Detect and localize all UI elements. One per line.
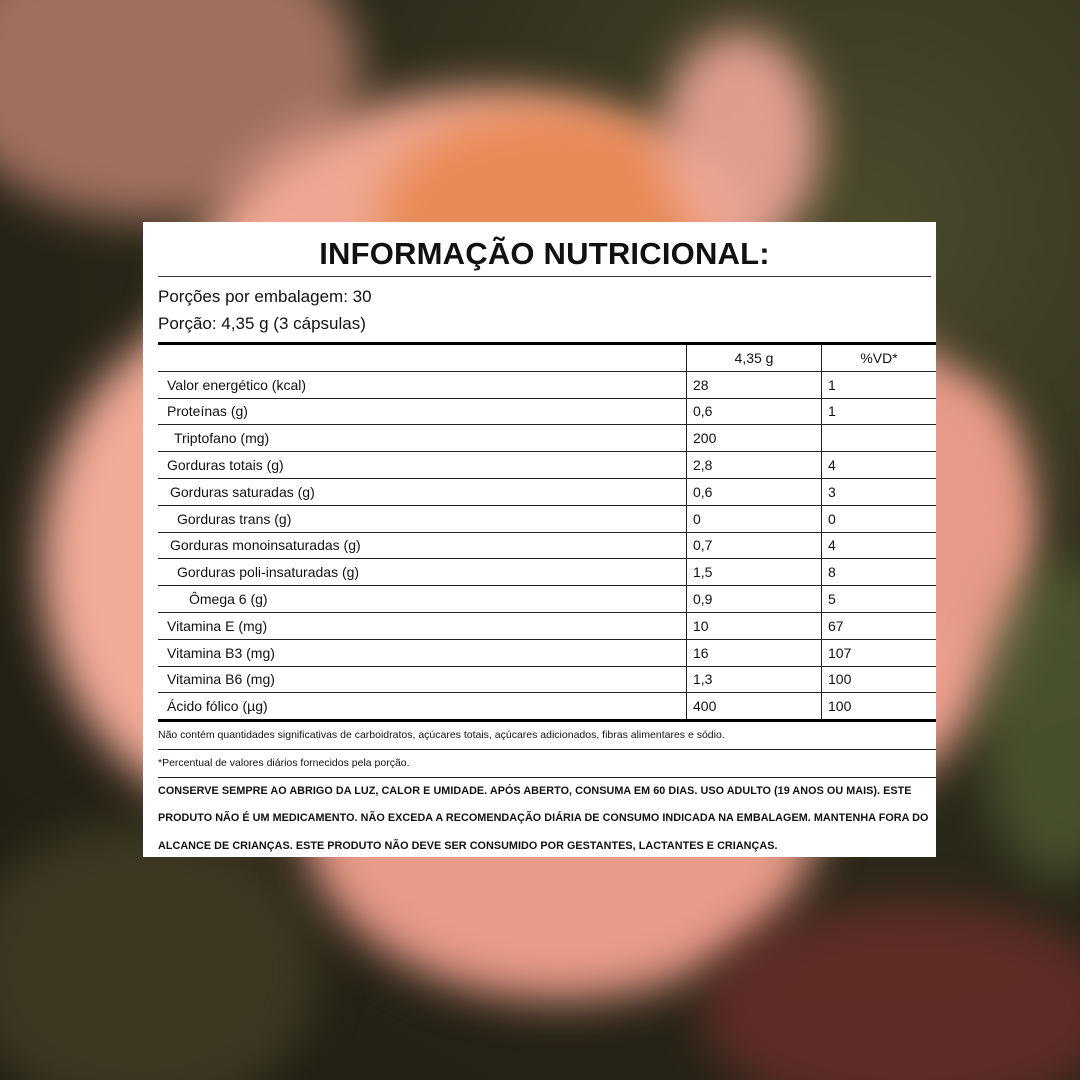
table-row — [158, 639, 936, 666]
table-row — [158, 693, 936, 721]
table-row — [158, 586, 936, 613]
nutrient-name: Vitamina E (mg) — [167, 617, 268, 634]
table-row — [158, 666, 936, 693]
servings-per-package: Porções por embalagem: 30 — [158, 287, 372, 306]
nutrient-name: Ácido fólico (µg) — [167, 698, 268, 715]
table-row — [158, 398, 936, 425]
nutrient-name: Triptofano (mg) — [174, 430, 270, 447]
nutrient-name: Gorduras poli-insaturadas (g) — [177, 564, 360, 581]
nutrient-amount: 0 — [687, 505, 822, 532]
table-row — [158, 371, 936, 398]
header-nutrient — [158, 344, 687, 372]
nutrient-vd: 1 — [822, 398, 937, 425]
nutrient-amount: 1,3 — [687, 666, 822, 693]
nutrient-amount: 0,9 — [687, 586, 822, 613]
table-row — [158, 425, 936, 452]
nutrient-vd: 107 — [822, 639, 937, 666]
serving-size: Porção: 4,35 g (3 cápsulas) — [158, 314, 366, 333]
nutrient-name: Vitamina B3 (mg) — [167, 644, 275, 661]
panel-title: INFORMAÇÃO NUTRICIONAL: — [158, 236, 931, 277]
nutrient-name: Gorduras trans (g) — [177, 510, 292, 527]
nutrient-amount: 400 — [687, 693, 822, 721]
table-row — [158, 452, 936, 479]
nutrient-amount: 28 — [687, 371, 822, 398]
header-vd: %VD* — [822, 344, 937, 372]
nutrient-vd: 8 — [822, 559, 937, 586]
note-daily-values: *Percentual de valores diários fornecidos pela porção. — [158, 750, 936, 778]
nutrient-name: Ômega 6 (g) — [189, 591, 268, 608]
nutrient-vd: 3 — [822, 478, 937, 505]
table-header-row — [158, 344, 936, 372]
nutrient-amount: 2,8 — [687, 452, 822, 479]
nutrient-name: Gorduras monoinsaturadas (g) — [170, 537, 361, 554]
nutrient-vd: 5 — [822, 586, 937, 613]
nutrient-name: Vitamina B6 (mg) — [167, 671, 275, 688]
nutrition-facts-panel — [143, 222, 936, 857]
nutrient-vd: 4 — [822, 532, 937, 559]
storage-warning: CONSERVE SEMPRE AO ABRIGO DA LUZ, CALOR E UMIDADE. APÓS ABERTO, CONSUMA EM 60 DIAS. USO ADULTO (19 ANOS OU MAIS). ESTE PRODUTO NÃO É UM MEDICAMENTO. NÃO EXCEDA A RECOMENDAÇÃO DIÁRIA DE CONSUMO INDICADA NA EMBALAGEM. MANTENHA FORA DO ALCANCE DE CRIANÇAS. ESTE PRODUTO NÃO DEVE SER CONSUMIDO POR GESTANTES, LACTANTES E CRIANÇAS. — [158, 785, 929, 852]
note-not-significant: Não contém quantidades significativas de carboidratos, açúcares totais, açúcares adicionados, fibras alimentares e sódio. — [158, 722, 936, 750]
nutrient-vd: 100 — [822, 666, 937, 693]
nutrient-vd: 0 — [822, 505, 937, 532]
nutrient-vd: 1 — [822, 371, 937, 398]
table-row — [158, 505, 936, 532]
table-row — [158, 612, 936, 639]
nutrient-amount: 0,6 — [687, 398, 822, 425]
nutrient-amount: 10 — [687, 612, 822, 639]
nutrient-name: Gorduras totais (g) — [167, 457, 284, 474]
nutrient-name: Gorduras saturadas (g) — [170, 483, 315, 500]
nutrition-table — [158, 342, 936, 722]
table-row — [158, 532, 936, 559]
header-amount: 4,35 g — [687, 344, 822, 372]
nutrient-amount: 0,7 — [687, 532, 822, 559]
table-row — [158, 478, 936, 505]
nutrient-name: Proteínas (g) — [167, 403, 248, 420]
nutrient-vd: 100 — [828, 698, 852, 715]
nutrient-amount: 200 — [687, 425, 822, 452]
nutrient-amount: 1,5 — [687, 559, 822, 586]
nutrient-name: Valor energético (kcal) — [167, 376, 307, 393]
nutrient-vd: 4 — [822, 452, 937, 479]
nutrient-amount: 0,6 — [687, 478, 822, 505]
nutrient-vd — [822, 425, 937, 452]
nutrient-vd: 67 — [822, 612, 937, 639]
table-row — [158, 559, 936, 586]
nutrient-amount: 16 — [687, 639, 822, 666]
